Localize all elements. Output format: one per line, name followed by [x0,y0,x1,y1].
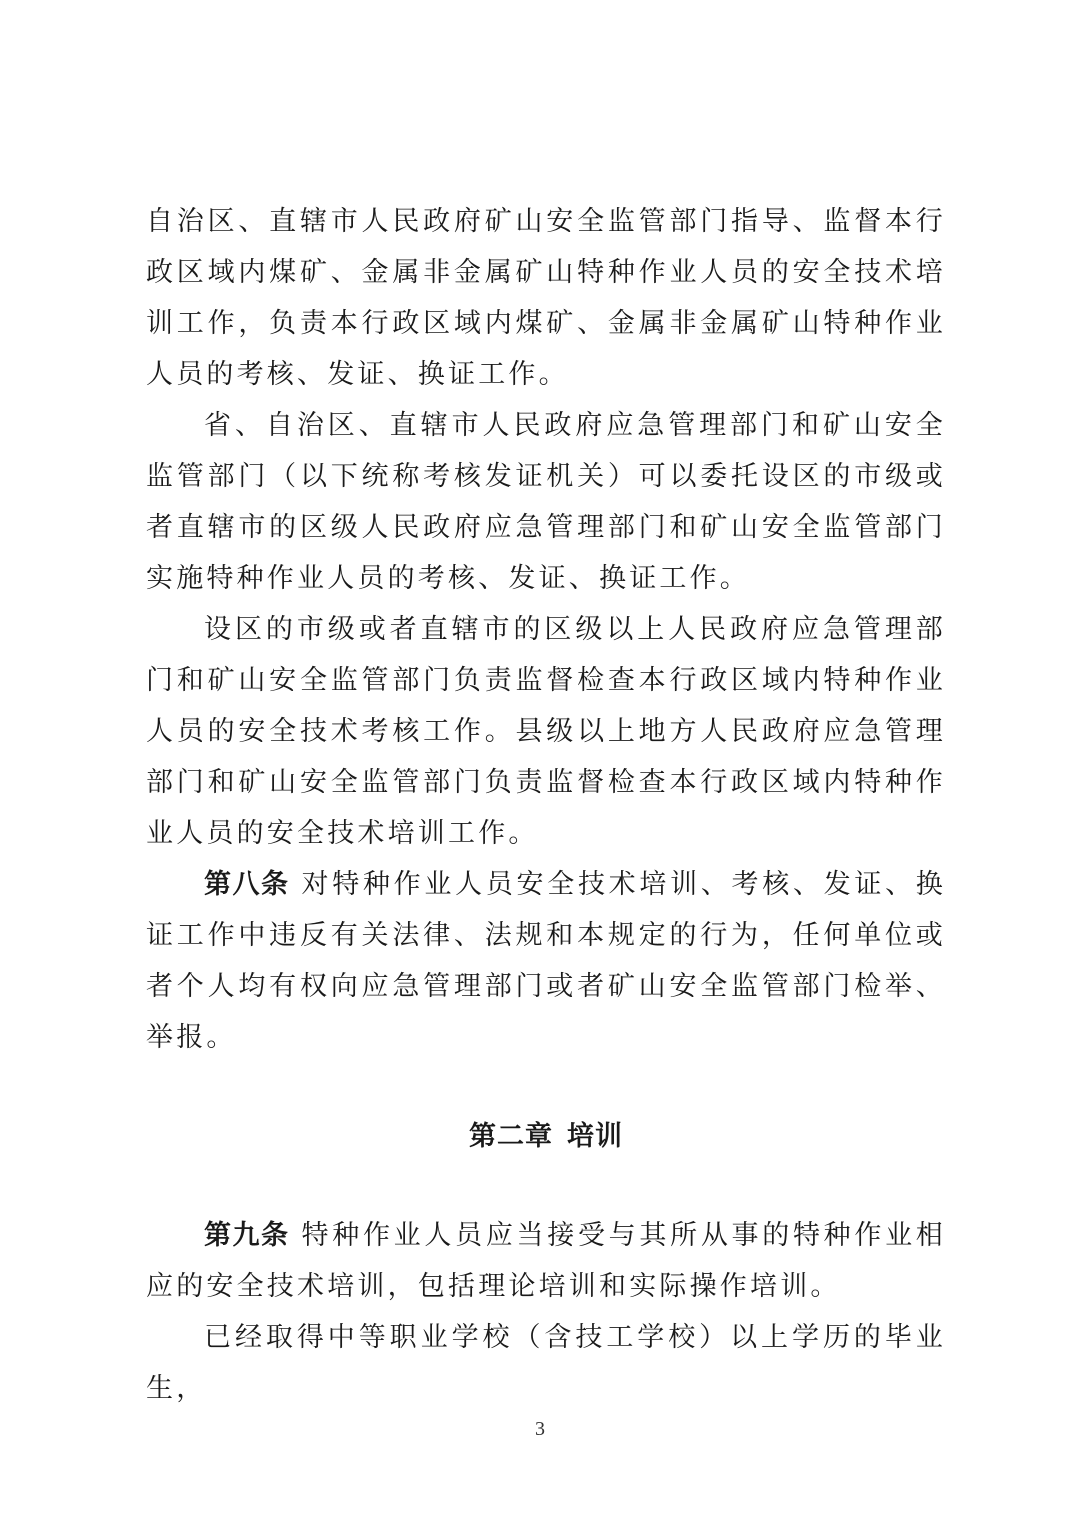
article-8 [146,859,946,1063]
chapter-heading [146,1111,946,1162]
article-8-label: 第八条 [204,869,290,900]
article-9 [146,1210,946,1312]
paragraph-continued: 自治区、直辖市人民政府矿山安全监管部门指导、监督本行政区域内煤矿、金属非金属矿山特种作业人员的安全技术培训工作，负责本行政区域内煤矿、金属非金属矿山特种作业人员的考核、发证、换证工作。 [146,206,946,390]
article-9-text: 特种作业人员应当接受与其所从事的特种作业相应的安全技术培训，包括理论培训和实际操作培训。 [146,1220,947,1302]
chapter-title: 培训 [567,1121,623,1152]
page-body [146,196,946,1414]
article-8-text: 对特种作业人员安全技术培训、考核、发证、换证工作中违反有关法律、法规和本规定的行为，任何单位或者个人均有权向应急管理部门或者矿山安全监管部门检举、举报。 [146,869,947,1053]
page-number: 3 [535,1418,545,1440]
chapter-number: 第二章 [469,1121,553,1152]
paragraph-certification-authority: 省、自治区、直辖市人民政府应急管理部门和矿山安全监管部门（以下统称考核发证机关）可以委托设区的市级或者直辖市的区级人民政府应急管理部门和矿山安全监管部门实施特种作业人员的考核、发证、换证工作。 [146,410,946,594]
paragraph-graduates: 已经取得中等职业学校（含技工学校）以上学历的毕业生， [146,1322,946,1404]
paragraph-supervision: 设区的市级或者直辖市的区级以上人民政府应急管理部门和矿山安全监管部门负责监督检查本行政区域内特种作业人员的安全技术考核工作。县级以上地方人民政府应急管理部门和矿山安全监管部门负责监督检查本行政区域内特种作业人员的安全技术培训工作。 [146,614,946,849]
article-9-label: 第九条 [204,1220,290,1251]
